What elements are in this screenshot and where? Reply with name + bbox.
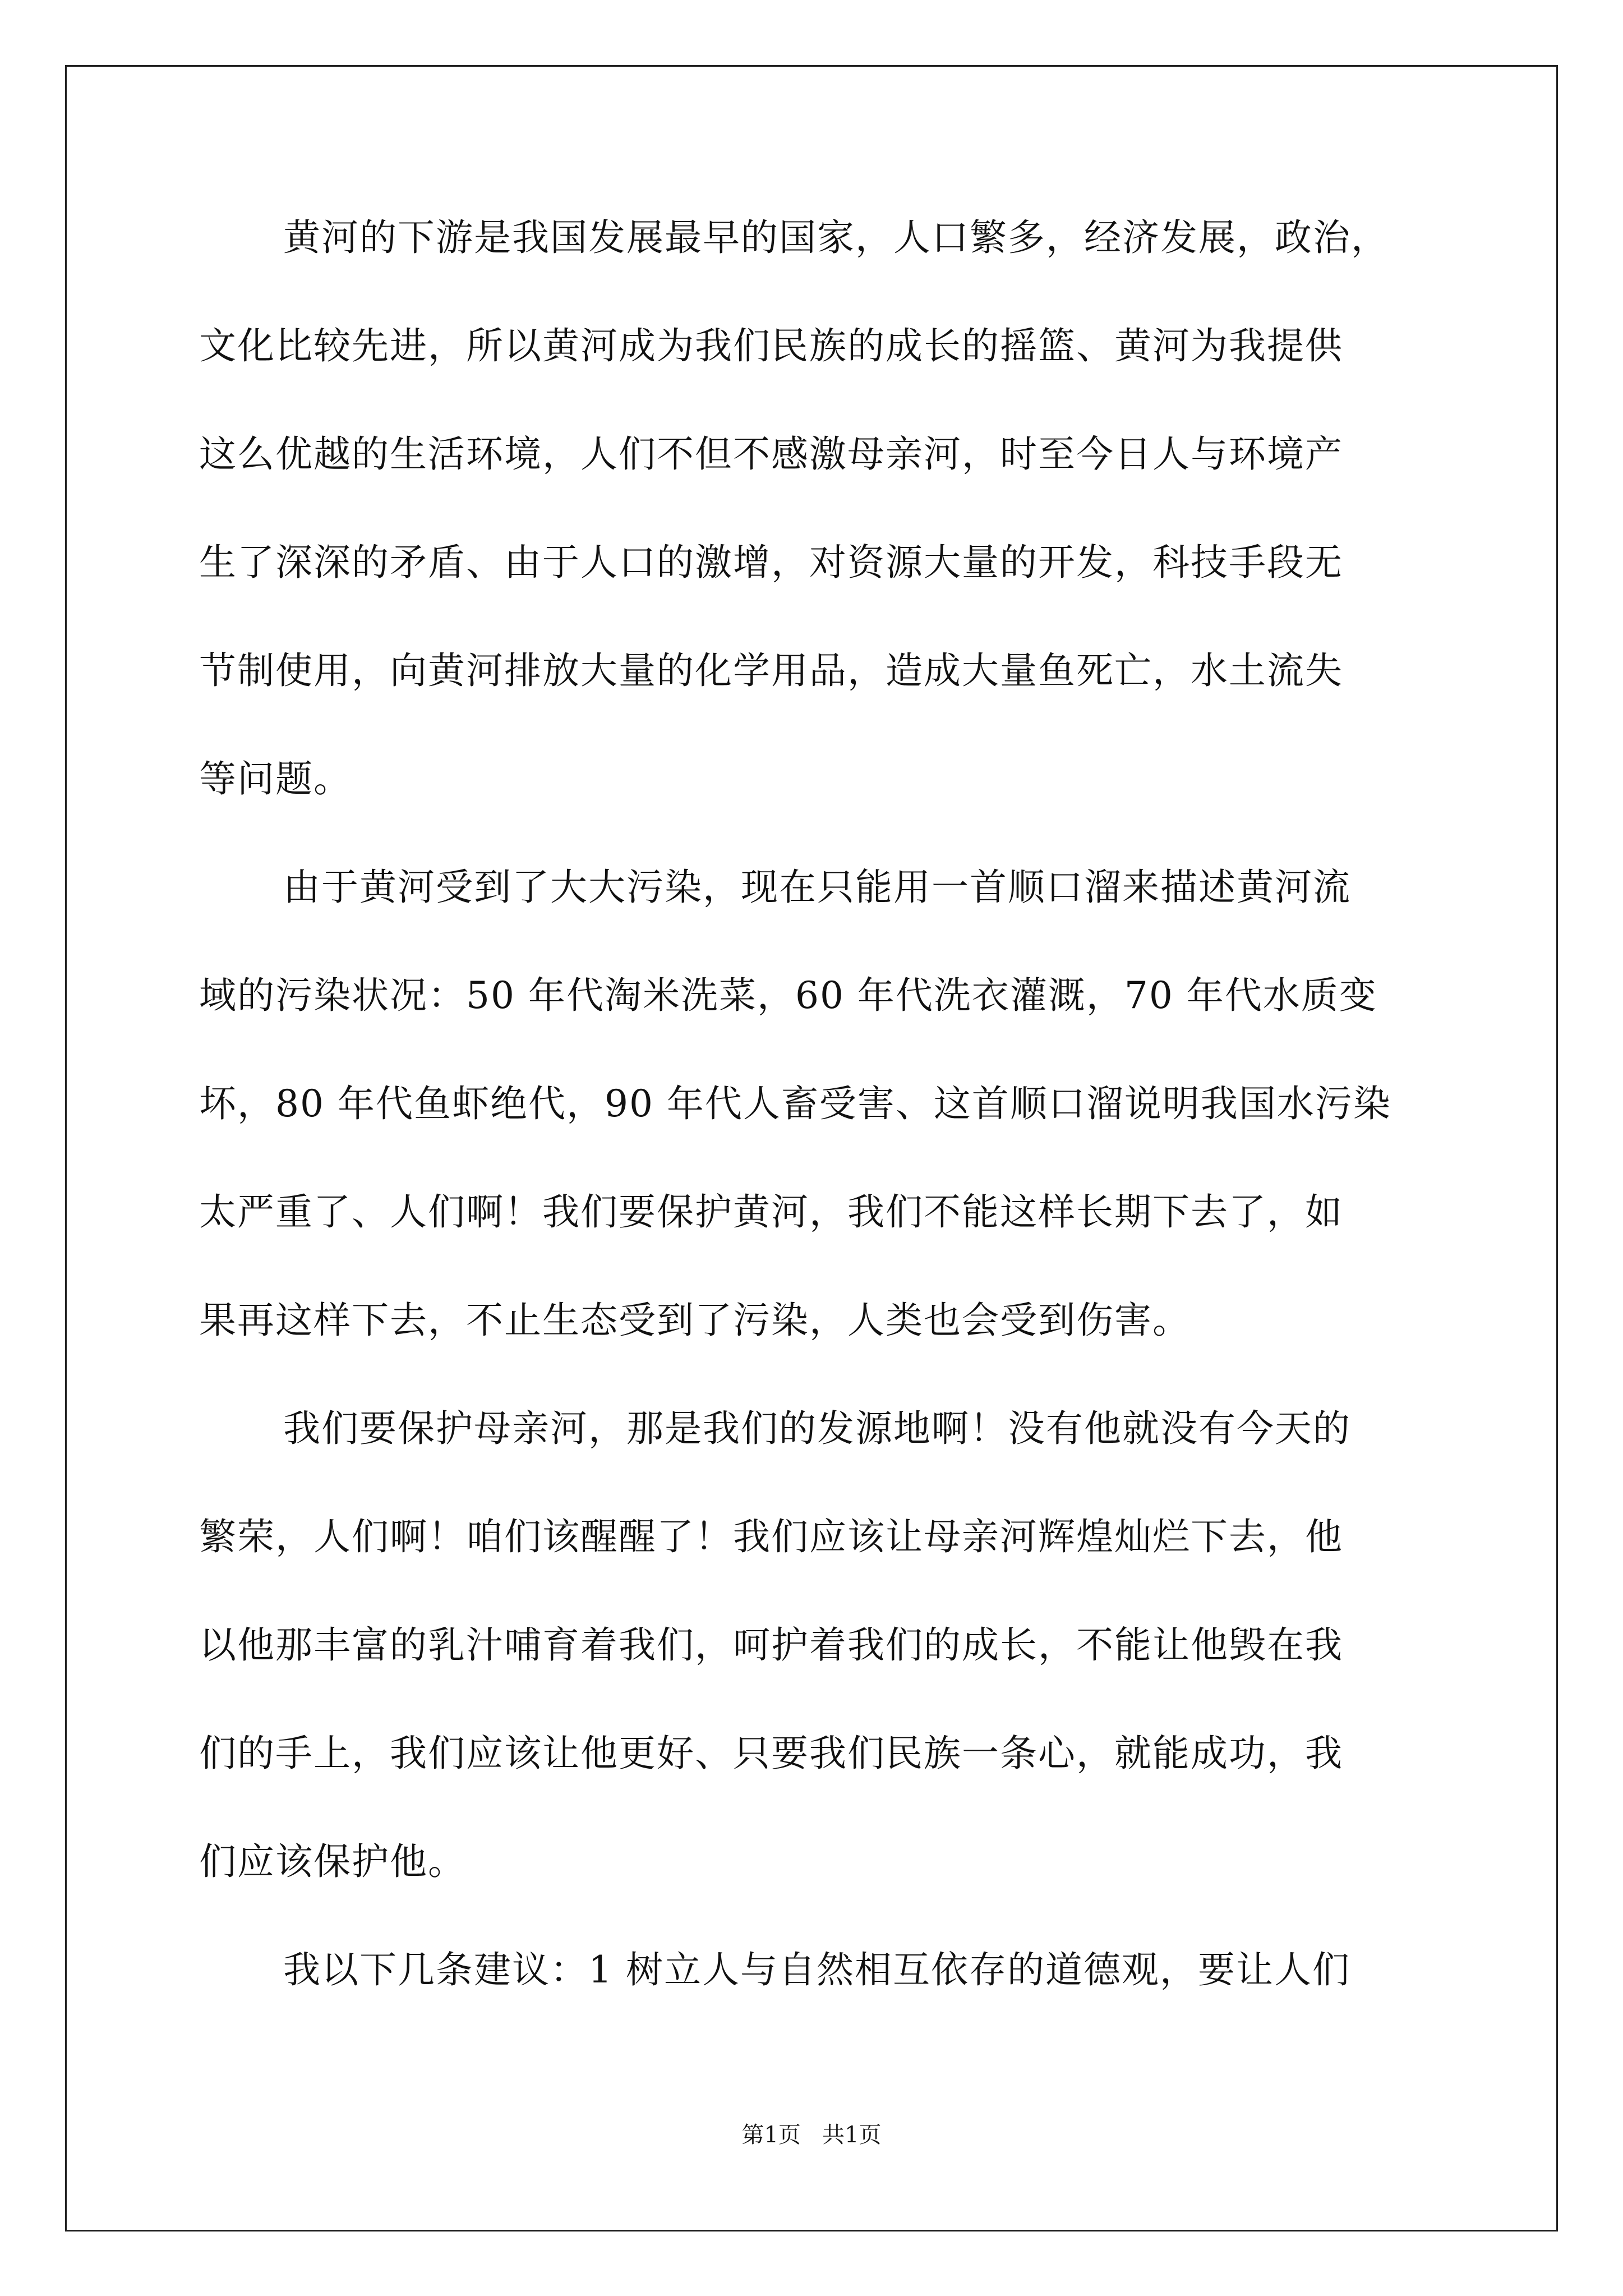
paragraph-3-line-1: 我们要保护母亲河，那是我们的发源地啊！没有他就没有今天的 [283, 1407, 1351, 1450]
paragraph-3-line-3: 以他那丰富的乳汁哺育着我们，呵护着我们的成长，不能让他毁在我 [199, 1623, 1343, 1667]
paragraph-4-line-1: 我以下几条建议：1 树立人与自然相互依存的道德观，要让人们 [283, 1948, 1350, 1991]
page-number-footer: 第1页 共1页 [741, 2122, 882, 2148]
paragraph-3-line-2: 繁荣，人们啊！咱们该醒醒了！我们应该让母亲河辉煌灿烂下去，他 [199, 1515, 1343, 1558]
paragraph-3-line-5: 们应该保护他。 [199, 1840, 466, 1883]
paragraph-2-line-4: 太严重了、人们啊！我们要保护黄河，我们不能这样长期下去了，如 [199, 1190, 1343, 1234]
paragraph-1-line-5: 节制使用，向黄河排放大量的化学用品，造成大量鱼死亡，水土流失 [199, 649, 1343, 692]
paragraph-1-line-1: 黄河的下游是我国发展最早的国家，人口繁多，经济发展，政治， [283, 216, 1389, 259]
paragraph-1-line-2: 文化比较先进，所以黄河成为我们民族的成长的摇篮、黄河为我提供 [199, 324, 1343, 367]
paragraph-2-line-3: 坏，80 年代鱼虾绝代，90 年代人畜受害、这首顺口溜说明我国水污染 [199, 1082, 1391, 1125]
paragraph-1-line-3: 这么优越的生活环境，人们不但不感激母亲河，时至今日人与环境产 [199, 432, 1343, 476]
paragraph-2-line-5: 果再这样下去，不止生态受到了污染，人类也会受到伤害。 [199, 1299, 1191, 1342]
document-body [199, 210, 1433, 2050]
paragraph-1-line-4: 生了深深的矛盾、由于人口的激增，对资源大量的开发，科技手段无 [199, 541, 1343, 584]
paragraph-2-line-2: 域的污染状况：50 年代淘米洗菜，60 年代洗衣灌溉，70 年代水质变 [199, 974, 1377, 1017]
paragraph-2-line-1: 由于黄河受到了大大污染，现在只能用一首顺口溜来描述黄河流 [283, 866, 1351, 909]
paragraph-3-line-4: 们的手上，我们应该让他更好、只要我们民族一条心，就能成功，我 [199, 1732, 1343, 1775]
paragraph-1-line-6: 等问题。 [199, 757, 352, 800]
